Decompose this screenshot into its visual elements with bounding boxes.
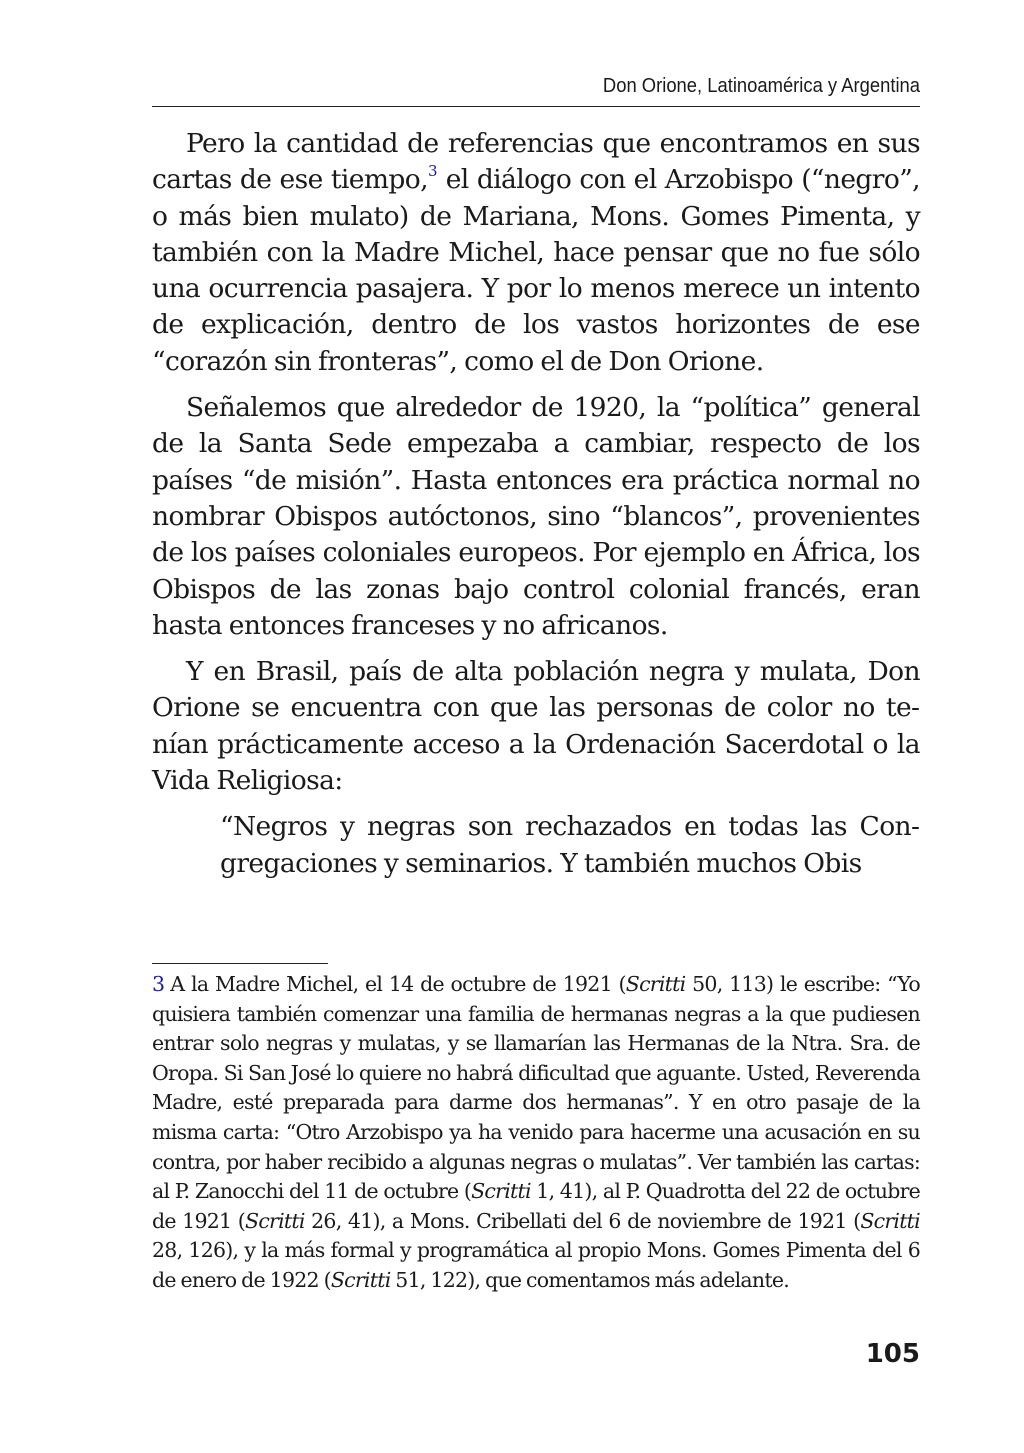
footnote-number: 3 [152,972,165,996]
footnote-italic-5: Scritti [330,1267,391,1292]
paragraph-1-text-a: Pero la cantidad de referencias que encontramos en sus cartas de ese tiempo, [152,128,920,196]
paragraph-2: Señalemos que alrededor de 1920, la “política” general de la Santa Sede empezaba a cambiar, respecto de los países “de misión”. Hasta entonces era práctica normal no nombrar Obispos autóctonos, sino “blancos”, provenientes de los países coloniales europeos. Por ejemplo en África, los Obispos de las zonas bajo control colonial francés, eran hasta entonces franceses y no africanos. [152,392,920,641]
footnote-text-3: 1, 41), al P. Quadrotta del 22 de octubre de 1921 ( [152,1179,920,1233]
paragraph-1 [152,126,920,380]
footnote-italic-2: Scritti [471,1179,531,1204]
footnote-italic-4: Scritti [860,1208,920,1233]
footnote-text-1: A la Madre Michel, el 14 de octubre de 1921 ( [170,972,626,996]
header-rule [152,106,920,107]
footnote-text-5: 28, 126), y la más formal y programática al propio Mons. Gomes Pimenta del 6 de enero de 1922 ( [152,1238,920,1292]
footnote-italic-3: Scritti [245,1208,305,1233]
main-text [152,126,920,882]
block-quote: “Negros y negras son rechazados en todas las Congregaciones y seminarios. Y también muchos Obis [220,811,920,879]
paragraph-3: Y en Brasil, país de alta población negra y mulata, Don Orione se encuentra con que las personas de color no tenían prácticamente acceso a la Ordenación Sacerdotal o la Vida Religiosa: [152,656,920,797]
footnote-text-2: 50, 113) le escribe: “Yo quisiera también comenzar una familia de hermanas negras a la que pudiesen entrar solo negras y mulatas, y se llamarían las Hermanas de la Ntra. Sra. de Oropa. Si San José lo quiere no habrá dificultad que aguante. Usted, Reverenda Madre, esté preparada para darme dos hermanas”. Y en otro pasaje de la misma carta: “Otro Arzobispo ya ha venido para hacerme una acusación en su contra, por haber recibido a algunas negras o mulatas”. Ver también las cartas: al P. Zanocchi del 11 de octubre ( [152,972,921,1204]
paragraph-1-text-b: el diálogo con el Arzobispo (“negro”, o más bien mulato) de Mariana, Mons. Gomes Pimenta, y también con la Madre Michel, hace pensar que no fue sólo una ocurrencia pasajera. Y por lo menos merece un intento de explicación, dentro de los vastos horizontes de ese “corazón sin fronteras”, como el de Don Orione. [152,164,920,377]
page-number: 105 [865,1339,920,1369]
footnote-text-6: 51, 122), que comentamos más adelante. [390,1267,789,1292]
footnote-text-4: 26, 41), a Mons. Cribellati del 6 de noviembre de 1921 ( [304,1208,861,1233]
footnote-reference[interactable]: 3 [427,162,438,181]
running-head: Don Orione, Latinoamérica y Argentina [602,75,920,97]
footnote-italic-1: Scritti [625,972,686,996]
footnote-rule [152,963,328,964]
footnote [152,970,920,1296]
